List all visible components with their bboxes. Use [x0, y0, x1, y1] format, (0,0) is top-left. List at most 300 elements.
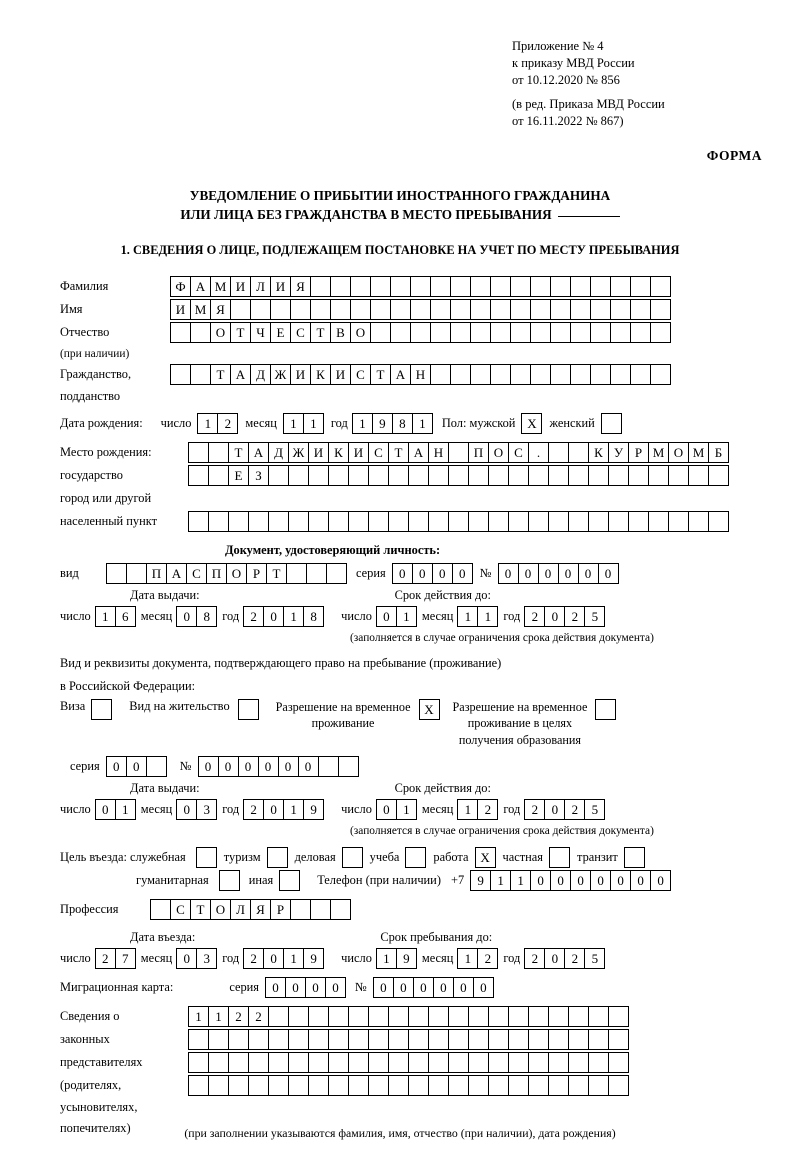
char-box[interactable] [126, 563, 147, 584]
char-box[interactable]: Т [228, 442, 249, 463]
char-box[interactable] [628, 465, 649, 486]
char-box[interactable]: 0 [305, 977, 326, 998]
char-box[interactable] [408, 1029, 429, 1050]
char-box[interactable] [508, 1075, 529, 1096]
char-box[interactable]: 1 [457, 606, 478, 627]
char-box[interactable]: Т [310, 322, 331, 343]
char-box[interactable]: 0 [265, 977, 286, 998]
char-box[interactable] [530, 276, 551, 297]
legal-rep-boxes-row1[interactable] [188, 1006, 628, 1027]
char-box[interactable] [326, 563, 347, 584]
char-box[interactable] [328, 1006, 349, 1027]
char-box[interactable] [628, 511, 649, 532]
char-box[interactable]: 0 [544, 606, 565, 627]
char-box[interactable] [590, 299, 611, 320]
char-box[interactable]: Т [190, 899, 211, 920]
char-box[interactable]: В [330, 322, 351, 343]
char-box[interactable] [268, 511, 289, 532]
stay-month-boxes[interactable] [457, 948, 497, 969]
char-box[interactable]: П [206, 563, 227, 584]
char-box[interactable] [590, 276, 611, 297]
char-box[interactable] [146, 756, 167, 777]
char-box[interactable] [490, 364, 511, 385]
char-box[interactable] [528, 1075, 549, 1096]
char-box[interactable] [208, 511, 229, 532]
residence-checkbox[interactable] [238, 699, 258, 720]
char-box[interactable] [688, 511, 709, 532]
char-box[interactable] [488, 1052, 509, 1073]
char-box[interactable]: 2 [228, 1006, 249, 1027]
char-box[interactable] [468, 1006, 489, 1027]
permit-valid-day-boxes[interactable] [376, 799, 416, 820]
char-box[interactable]: И [308, 442, 329, 463]
char-box[interactable]: Р [628, 442, 649, 463]
char-box[interactable]: П [468, 442, 489, 463]
char-box[interactable] [510, 364, 531, 385]
char-box[interactable]: 9 [372, 413, 393, 434]
char-box[interactable]: Ж [288, 442, 309, 463]
char-box[interactable] [348, 1052, 369, 1073]
char-box[interactable]: 1 [376, 948, 397, 969]
char-box[interactable] [548, 442, 569, 463]
char-box[interactable] [208, 1052, 229, 1073]
purpose-humanitarian-checkbox[interactable] [219, 870, 239, 891]
char-box[interactable] [530, 322, 551, 343]
char-box[interactable]: 2 [477, 799, 498, 820]
char-box[interactable]: 1 [115, 799, 136, 820]
legal-rep-boxes-row4[interactable] [188, 1075, 628, 1096]
char-box[interactable] [390, 276, 411, 297]
purpose-private-checkbox[interactable] [549, 847, 569, 868]
char-box[interactable] [348, 1075, 369, 1096]
char-box[interactable]: 1 [283, 948, 304, 969]
char-box[interactable] [318, 756, 339, 777]
char-box[interactable] [286, 563, 307, 584]
char-box[interactable] [170, 322, 191, 343]
char-box[interactable]: 2 [564, 606, 585, 627]
char-box[interactable] [342, 847, 363, 868]
char-box[interactable] [570, 322, 591, 343]
char-box[interactable]: К [328, 442, 349, 463]
char-box[interactable] [290, 299, 311, 320]
char-box[interactable] [550, 364, 571, 385]
char-box[interactable]: 0 [412, 563, 433, 584]
birthplace-boxes-row3[interactable] [188, 511, 728, 532]
char-box[interactable] [430, 364, 451, 385]
char-box[interactable]: 0 [376, 606, 397, 627]
purpose-tourism-checkbox[interactable] [267, 847, 287, 868]
char-box[interactable]: А [230, 364, 251, 385]
char-box[interactable] [488, 511, 509, 532]
char-box[interactable]: 0 [598, 563, 619, 584]
char-box[interactable] [250, 299, 271, 320]
char-box[interactable] [288, 465, 309, 486]
char-box[interactable]: 2 [564, 948, 585, 969]
char-box[interactable] [428, 1052, 449, 1073]
birthplace-boxes-row1[interactable] [188, 442, 728, 463]
char-box[interactable] [188, 442, 209, 463]
char-box[interactable] [350, 299, 371, 320]
char-box[interactable]: 0 [393, 977, 414, 998]
char-box[interactable] [348, 511, 369, 532]
char-box[interactable]: 0 [433, 977, 454, 998]
char-box[interactable] [370, 299, 391, 320]
char-box[interactable] [450, 276, 471, 297]
char-box[interactable] [288, 1052, 309, 1073]
birth-month-boxes[interactable] [283, 413, 323, 434]
char-box[interactable] [548, 1075, 569, 1096]
purpose-work-checkbox[interactable] [475, 847, 495, 868]
char-box[interactable] [428, 511, 449, 532]
char-box[interactable]: 0 [610, 870, 631, 891]
char-box[interactable]: 0 [263, 948, 284, 969]
char-box[interactable] [590, 364, 611, 385]
char-box[interactable] [288, 1075, 309, 1096]
char-box[interactable] [330, 276, 351, 297]
char-box[interactable] [410, 322, 431, 343]
char-box[interactable]: 2 [524, 799, 545, 820]
char-box[interactable] [368, 511, 389, 532]
char-box[interactable] [310, 899, 331, 920]
char-box[interactable]: 0 [198, 756, 219, 777]
permit-series-boxes[interactable] [106, 756, 166, 777]
char-box[interactable] [248, 1075, 269, 1096]
char-box[interactable]: X [419, 699, 440, 720]
char-box[interactable]: М [210, 276, 231, 297]
char-box[interactable] [590, 322, 611, 343]
char-box[interactable] [468, 1029, 489, 1050]
name-boxes[interactable] [170, 299, 670, 320]
char-box[interactable] [548, 1052, 569, 1073]
char-box[interactable] [106, 563, 127, 584]
char-box[interactable] [601, 413, 622, 434]
char-box[interactable] [228, 1075, 249, 1096]
char-box[interactable]: 8 [303, 606, 324, 627]
char-box[interactable] [188, 465, 209, 486]
doc-valid-month-boxes[interactable] [457, 606, 497, 627]
char-box[interactable] [668, 511, 689, 532]
char-box[interactable]: 0 [453, 977, 474, 998]
char-box[interactable] [450, 322, 471, 343]
char-box[interactable]: 2 [477, 948, 498, 969]
birth-day-boxes[interactable] [197, 413, 237, 434]
char-box[interactable]: Я [250, 899, 271, 920]
char-box[interactable]: К [588, 442, 609, 463]
doc-valid-day-boxes[interactable] [376, 606, 416, 627]
char-box[interactable] [468, 1052, 489, 1073]
char-box[interactable] [310, 276, 331, 297]
char-box[interactable] [548, 511, 569, 532]
sex-male-box[interactable] [521, 413, 541, 434]
char-box[interactable]: Ч [250, 322, 271, 343]
char-box[interactable]: С [368, 442, 389, 463]
char-box[interactable] [650, 299, 671, 320]
char-box[interactable]: 1 [477, 606, 498, 627]
char-box[interactable]: К [310, 364, 331, 385]
char-box[interactable]: И [290, 364, 311, 385]
char-box[interactable]: 8 [392, 413, 413, 434]
char-box[interactable]: 0 [432, 563, 453, 584]
char-box[interactable] [308, 1052, 329, 1073]
char-box[interactable]: Я [290, 276, 311, 297]
char-box[interactable]: 2 [95, 948, 116, 969]
char-box[interactable] [548, 1029, 569, 1050]
char-box[interactable] [388, 1006, 409, 1027]
char-box[interactable] [308, 511, 329, 532]
char-box[interactable]: 0 [218, 756, 239, 777]
patronymic-boxes[interactable] [170, 322, 670, 343]
char-box[interactable] [470, 276, 491, 297]
char-box[interactable]: М [648, 442, 669, 463]
permit-issue-year-boxes[interactable] [243, 799, 323, 820]
char-box[interactable]: 2 [564, 799, 585, 820]
char-box[interactable] [470, 322, 491, 343]
char-box[interactable] [528, 1052, 549, 1073]
birthplace-boxes-row2[interactable] [188, 465, 728, 486]
char-box[interactable] [668, 465, 689, 486]
char-box[interactable] [228, 1029, 249, 1050]
char-box[interactable] [550, 299, 571, 320]
char-box[interactable]: 5 [584, 948, 605, 969]
char-box[interactable]: Т [388, 442, 409, 463]
char-box[interactable] [430, 299, 451, 320]
char-box[interactable] [588, 1006, 609, 1027]
char-box[interactable] [388, 465, 409, 486]
char-box[interactable]: 1 [412, 413, 433, 434]
char-box[interactable] [270, 299, 291, 320]
char-box[interactable]: 0 [126, 756, 147, 777]
char-box[interactable] [448, 465, 469, 486]
char-box[interactable]: О [668, 442, 689, 463]
char-box[interactable] [610, 299, 631, 320]
char-box[interactable] [510, 299, 531, 320]
char-box[interactable] [650, 276, 671, 297]
char-box[interactable]: 1 [283, 799, 304, 820]
char-box[interactable] [610, 364, 631, 385]
char-box[interactable]: 1 [490, 870, 511, 891]
citizenship-boxes[interactable] [170, 364, 670, 385]
char-box[interactable]: 8 [196, 606, 217, 627]
char-box[interactable]: Е [270, 322, 291, 343]
char-box[interactable] [348, 1029, 369, 1050]
char-box[interactable] [150, 899, 171, 920]
char-box[interactable] [650, 364, 671, 385]
char-box[interactable]: М [190, 299, 211, 320]
char-box[interactable] [588, 1029, 609, 1050]
char-box[interactable]: Ф [170, 276, 191, 297]
char-box[interactable] [328, 465, 349, 486]
char-box[interactable] [708, 465, 729, 486]
char-box[interactable] [468, 1075, 489, 1096]
char-box[interactable]: 0 [413, 977, 434, 998]
char-box[interactable] [549, 847, 570, 868]
char-box[interactable]: 9 [303, 799, 324, 820]
char-box[interactable] [448, 1006, 469, 1027]
char-box[interactable]: 3 [196, 799, 217, 820]
char-box[interactable] [91, 699, 112, 720]
char-box[interactable] [288, 1006, 309, 1027]
doc-kind-boxes[interactable] [106, 563, 346, 584]
char-box[interactable] [568, 511, 589, 532]
char-box[interactable] [630, 276, 651, 297]
char-box[interactable] [610, 322, 631, 343]
char-box[interactable] [608, 465, 629, 486]
char-box[interactable] [688, 465, 709, 486]
char-box[interactable] [528, 511, 549, 532]
char-box[interactable] [405, 847, 426, 868]
char-box[interactable]: О [210, 899, 231, 920]
char-box[interactable] [508, 511, 529, 532]
char-box[interactable] [190, 364, 211, 385]
char-box[interactable] [388, 511, 409, 532]
char-box[interactable]: А [390, 364, 411, 385]
char-box[interactable] [428, 1029, 449, 1050]
char-box[interactable] [350, 276, 371, 297]
char-box[interactable]: Т [370, 364, 391, 385]
char-box[interactable] [488, 1075, 509, 1096]
char-box[interactable] [308, 1075, 329, 1096]
char-box[interactable]: Н [428, 442, 449, 463]
temp-residence-checkbox[interactable] [419, 699, 439, 720]
char-box[interactable] [279, 870, 300, 891]
char-box[interactable] [188, 1029, 209, 1050]
char-box[interactable] [508, 1006, 529, 1027]
char-box[interactable] [550, 276, 571, 297]
char-box[interactable] [348, 465, 369, 486]
permit-valid-month-boxes[interactable] [457, 799, 497, 820]
char-box[interactable]: 1 [283, 413, 304, 434]
char-box[interactable] [624, 847, 645, 868]
char-box[interactable]: 0 [544, 948, 565, 969]
char-box[interactable] [470, 299, 491, 320]
char-box[interactable]: 0 [285, 977, 306, 998]
char-box[interactable]: 0 [176, 606, 197, 627]
char-box[interactable] [608, 1052, 629, 1073]
char-box[interactable] [390, 299, 411, 320]
char-box[interactable] [450, 364, 471, 385]
char-box[interactable]: X [475, 847, 496, 868]
char-box[interactable] [528, 465, 549, 486]
char-box[interactable] [328, 1075, 349, 1096]
char-box[interactable] [268, 1029, 289, 1050]
char-box[interactable]: Л [250, 276, 271, 297]
char-box[interactable] [630, 322, 651, 343]
char-box[interactable]: 0 [263, 606, 284, 627]
char-box[interactable]: 0 [392, 563, 413, 584]
char-box[interactable] [370, 322, 391, 343]
char-box[interactable]: Р [246, 563, 267, 584]
char-box[interactable]: 1 [510, 870, 531, 891]
char-box[interactable]: 7 [115, 948, 136, 969]
char-box[interactable] [306, 563, 327, 584]
char-box[interactable]: И [330, 364, 351, 385]
char-box[interactable]: 1 [352, 413, 373, 434]
char-box[interactable] [328, 511, 349, 532]
char-box[interactable] [488, 465, 509, 486]
char-box[interactable]: О [226, 563, 247, 584]
char-box[interactable] [468, 511, 489, 532]
char-box[interactable] [408, 465, 429, 486]
char-box[interactable]: 0 [473, 977, 494, 998]
char-box[interactable] [528, 1029, 549, 1050]
char-box[interactable]: 2 [248, 1006, 269, 1027]
char-box[interactable]: 1 [396, 606, 417, 627]
char-box[interactable] [188, 1052, 209, 1073]
char-box[interactable]: 0 [452, 563, 473, 584]
char-box[interactable] [388, 1029, 409, 1050]
profession-boxes[interactable] [150, 899, 350, 920]
char-box[interactable]: 2 [243, 948, 264, 969]
char-box[interactable] [570, 276, 591, 297]
char-box[interactable]: 0 [263, 799, 284, 820]
char-box[interactable]: 1 [457, 948, 478, 969]
char-box[interactable] [310, 299, 331, 320]
char-box[interactable]: 0 [530, 870, 551, 891]
char-box[interactable] [508, 1029, 529, 1050]
doc-series-boxes[interactable] [392, 563, 472, 584]
permit-issue-month-boxes[interactable] [176, 799, 216, 820]
birth-year-boxes[interactable] [352, 413, 432, 434]
char-box[interactable]: 9 [396, 948, 417, 969]
char-box[interactable] [568, 1029, 589, 1050]
char-box[interactable] [196, 847, 217, 868]
char-box[interactable] [530, 299, 551, 320]
char-box[interactable] [328, 1029, 349, 1050]
doc-issue-day-boxes[interactable] [95, 606, 135, 627]
char-box[interactable] [430, 322, 451, 343]
char-box[interactable] [568, 1075, 589, 1096]
char-box[interactable]: 0 [558, 563, 579, 584]
char-box[interactable] [338, 756, 359, 777]
char-box[interactable] [448, 1029, 469, 1050]
char-box[interactable]: 0 [325, 977, 346, 998]
char-box[interactable] [190, 322, 211, 343]
entry-year-boxes[interactable] [243, 948, 323, 969]
char-box[interactable] [630, 299, 651, 320]
visa-checkbox[interactable] [91, 699, 111, 720]
purpose-other-checkbox[interactable] [279, 870, 299, 891]
char-box[interactable] [588, 511, 609, 532]
char-box[interactable] [328, 1052, 349, 1073]
char-box[interactable]: 1 [457, 799, 478, 820]
purpose-business-checkbox[interactable] [342, 847, 362, 868]
char-box[interactable] [268, 1006, 289, 1027]
char-box[interactable]: . [528, 442, 549, 463]
doc-issue-year-boxes[interactable] [243, 606, 323, 627]
doc-number-boxes[interactable] [498, 563, 618, 584]
char-box[interactable] [330, 899, 351, 920]
char-box[interactable] [368, 1029, 389, 1050]
char-box[interactable] [208, 442, 229, 463]
char-box[interactable] [248, 1052, 269, 1073]
char-box[interactable] [390, 322, 411, 343]
char-box[interactable]: 0 [95, 799, 116, 820]
char-box[interactable]: 0 [538, 563, 559, 584]
char-box[interactable] [448, 442, 469, 463]
char-box[interactable] [238, 699, 259, 720]
char-box[interactable] [428, 465, 449, 486]
char-box[interactable]: С [350, 364, 371, 385]
char-box[interactable]: 3 [196, 948, 217, 969]
char-box[interactable] [450, 299, 471, 320]
char-box[interactable]: С [170, 899, 191, 920]
char-box[interactable]: Д [250, 364, 271, 385]
char-box[interactable]: С [186, 563, 207, 584]
stay-year-boxes[interactable] [524, 948, 604, 969]
char-box[interactable]: 0 [373, 977, 394, 998]
char-box[interactable] [288, 511, 309, 532]
char-box[interactable]: И [230, 276, 251, 297]
